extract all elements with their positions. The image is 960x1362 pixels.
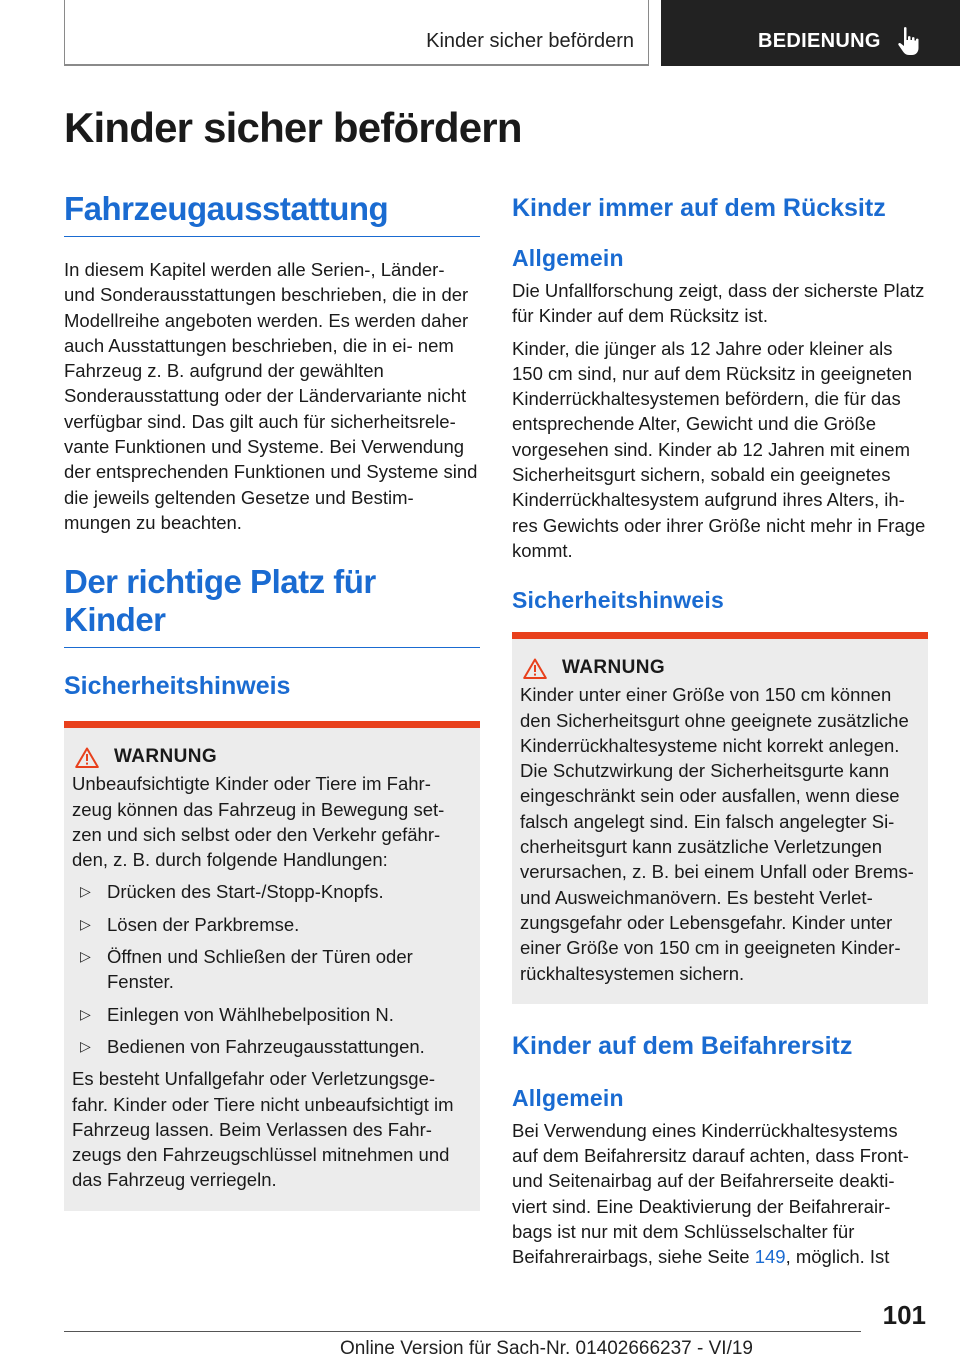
heading-ruecksitz: Kinder immer auf dem Rücksitz xyxy=(512,194,886,222)
warning-box-right xyxy=(512,632,928,1004)
warning-text: Kinder unter einer Größe von 150 cm können den Sicherheitsgurt ohne geeignete zusätzliche Kinderrückhaltesysteme nicht korrekt anlegen. Die Schutzwirkung der Sicherheitsgurte kann eingeschränkt sein oder ausfallen, wenn diese falsch angelegt sind. Ein falsch angelegter Si- cherheitsgurt kann zusätzliche Verletzungen verursachen, z. B. bei einem Unfall oder Brems- und Ausweichmanövern. Es besteht Verlet- zungsgefahr oder Lebensgefahr. Kinder unter einer Größe von 150 cm in geeigneten Kinder- rückhaltesystemen sichern. xyxy=(520,684,914,984)
triangle-bullet-icon: ▷ xyxy=(80,948,91,965)
list-item: ▷ Drücken des Start-/Stopp-Knopfs. xyxy=(72,879,472,904)
list-item: ▷ Öffnen und Schließen der Türen oder Fenster. xyxy=(80,946,413,993)
warning-list xyxy=(72,879,472,1059)
warning-triangle-icon xyxy=(523,658,547,679)
warning-outro: Es besteht Unfallgefahr oder Verletzungsge- fahr. Kinder oder Tiere nicht unbeaufsichtigt im Fahrzeug lassen. Beim Verlassen des Fahr- zeugs den Fahrzeugschlüssel mitnehmen und das Fahrzeug verriegeln. xyxy=(72,1068,454,1191)
heading-sicherheitshinweis-right: Sicherheitshinweis xyxy=(512,587,724,614)
warning-box-left xyxy=(64,721,480,1210)
heading-allgemein-1: Allgemein xyxy=(512,245,624,271)
heading-fahrzeugausstattung: Fahrzeugausstattung xyxy=(64,190,480,237)
list-item: ▷ Lösen der Parkbremse. xyxy=(72,912,472,937)
triangle-bullet-icon: ▷ xyxy=(80,883,91,900)
warning-title: WARNUNG xyxy=(114,746,218,768)
heading-allgemein-2: Allgemein xyxy=(512,1084,624,1111)
header-breadcrumb[interactable]: Kinder sicher befördern xyxy=(426,30,634,52)
warning-title: WARNUNG xyxy=(562,657,666,679)
list-item: ▷ Bedienen von Fahrzeugausstattungen. xyxy=(72,1034,472,1059)
page-title: Kinder sicher befördern xyxy=(64,104,522,151)
page-number: 101 xyxy=(882,1300,926,1330)
footer-version-text: Online Version für Sach-Nr. 01402666237 - VI/19 xyxy=(340,1338,753,1359)
warning-header xyxy=(75,746,472,768)
triangle-bullet-icon: ▷ xyxy=(80,1037,91,1054)
heading-beifahrersitz: Kinder auf dem Beifahrersitz xyxy=(512,1031,853,1060)
page-header xyxy=(0,0,960,66)
heading-richtiger-platz: Der richtige Platz für Kinder xyxy=(64,563,480,648)
hand-pointer-icon xyxy=(897,26,923,56)
list-item: ▷ Einlegen von Wählhebelposition N. xyxy=(72,1002,472,1027)
left-column xyxy=(64,190,480,1211)
heading-sicherheitshinweis-left: Sicherheitshinweis xyxy=(64,672,291,701)
header-breadcrumb-box xyxy=(64,0,649,66)
header-section-box xyxy=(661,0,960,66)
right-column xyxy=(512,190,928,1270)
warning-triangle-icon xyxy=(75,747,99,768)
triangle-bullet-icon: ▷ xyxy=(80,915,91,932)
warning-intro: Unbeaufsichtigte Kinder oder Tiere im Fahr- zeug können das Fahrzeug in Bewegung set- zen und sich selbst oder den Verkehr gefähr- den, z. B. durch folgende Handlungen: xyxy=(72,773,445,871)
paragraph-unfallforschung: Die Unfallforschung zeigt, dass der sicherste Platz für Kinder auf dem Rücksitz ist. xyxy=(512,280,925,327)
triangle-bullet-icon: ▷ xyxy=(80,1005,91,1022)
footer-divider xyxy=(64,1331,861,1332)
warning-header xyxy=(523,657,920,679)
page-link-149[interactable]: 149 xyxy=(754,1246,786,1268)
paragraph-fahrzeugausstattung: In diesem Kapitel werden alle Serien-, Länder- und Sonderausstattungen beschrieben, die in der Modellreihe angeboten werden. Es werden daher auch Ausstattungen beschrieben, die in ei- nem Fahrzeug z. B. aufgrund der gewählten Sonderausstattung oder der Ländervariante nicht verfügbar sind. Das gilt auch für sicherheitsrele- vante Funktionen und Systeme. Bei Verwendung der entsprechenden Funktionen und Systeme sind die jeweils geltenden Gesetze und Bestim- mungen zu beachten. xyxy=(64,259,478,533)
paragraph-beifahrersitz: Bei Verwendung eines Kinderrückhaltesystems auf dem Beifahrersitz darauf achten, dass Front- und Seitenairbag auf der Beifahrerseite deakti- viert sind. Eine Deaktivierung der Beifahrerair- bags ist nur mit dem Schlüsselschalter für Beifahrerairbags, siehe Seite 149, möglich. Ist xyxy=(512,1119,909,1268)
paragraph-kinder-ruecksitz: Kinder, die jünger als 12 Jahre oder kleiner als 150 cm sind, nur auf dem Rücksitz in geeigneten Kinderrückhaltesystemen befördern, die für das entsprechende Alter, Gewicht und die Größe vorgesehen sind. Kinder ab 12 Jahren mit einem Sicherheitsgurt sichern, sobald ein geeignetes Kinderrückhaltesystem aufgrund ihres Alters, ih- res Gewichts oder ihrer Größe nicht mehr in Frage kommt. xyxy=(512,337,926,561)
header-section-label[interactable]: BEDIENUNG xyxy=(758,30,881,52)
